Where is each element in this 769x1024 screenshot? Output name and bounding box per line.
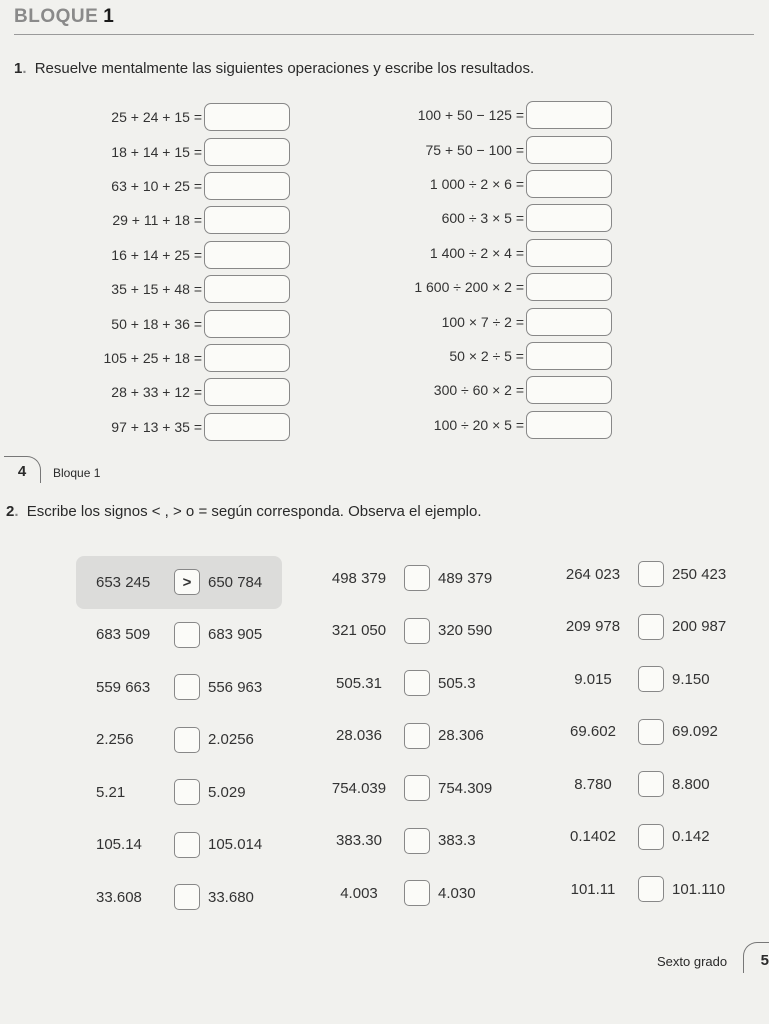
operation-row [380,167,612,201]
answer-box[interactable] [526,170,612,198]
comparison-right-value: 320 590 [438,622,493,640]
comparison-row [318,657,492,710]
comparison-left-value: 105.14 [96,836,142,854]
operation-expression: 600 ÷ 3 × 5 = [441,210,524,227]
comparison-right-value: 250 423 [672,565,727,583]
sign-box[interactable] [174,727,200,753]
sign-box[interactable] [404,775,430,801]
comparison-right-value: 200 987 [672,618,727,636]
comparison-column-1 [76,556,282,924]
comparison-left-value: 33.608 [96,888,142,906]
comparison-left-value: 5.21 [96,783,126,801]
answer-box[interactable] [204,172,290,200]
comparison-left-value: 209 978 [565,618,621,636]
comparison-right-value: 101.110 [672,880,726,898]
answer-box[interactable] [526,239,612,267]
comparison-right-value: 5.029 [208,783,246,801]
comparison-row [76,714,282,767]
answer-box[interactable] [204,138,290,166]
answer-box[interactable] [526,136,612,164]
page-number-right: 5 [743,942,769,973]
operation-row [380,98,612,132]
sign-box[interactable] [174,779,200,805]
comparison-row [76,871,282,924]
answer-box[interactable] [526,376,612,404]
comparison-right-value: 0.142 [672,828,710,846]
comparison-column-3 [552,548,726,916]
comparison-left-value: 498 379 [331,569,387,587]
sign-box[interactable] [174,832,200,858]
operation-expression: 16 + 14 + 25 = [111,246,202,263]
operation-row [380,304,612,338]
comparison-row [318,762,492,815]
sign-box[interactable] [638,771,664,797]
comparison-row [76,819,282,872]
comparison-right-value: 754.309 [438,779,493,797]
answer-box[interactable] [204,241,290,269]
operation-row [70,272,290,306]
operation-expression: 29 + 11 + 18 = [112,212,202,229]
sign-box[interactable] [404,880,430,906]
answer-box[interactable] [204,206,290,234]
exercise-1-instruction [14,60,534,77]
sign-box[interactable] [404,670,430,696]
block-header-word: BLOQUE [14,6,99,27]
comparison-right-value: 69.092 [672,723,718,741]
operation-expression: 18 + 14 + 15 = [111,143,202,160]
operation-row [380,373,612,407]
comparison-row [76,766,282,819]
operation-expression: 97 + 13 + 35 = [111,418,202,435]
sign-box[interactable] [404,828,430,854]
comparison-right-value: 28.306 [438,727,484,745]
sign-box[interactable] [404,565,430,591]
answer-box[interactable] [526,101,612,129]
page-number-left: 4 [4,456,41,483]
comparison-right-value: 650 784 [208,573,263,591]
answer-box[interactable] [204,378,290,406]
sign-box[interactable] [404,723,430,749]
comparison-row [318,605,492,658]
comparison-row [552,706,726,759]
comparison-right-value: 556 963 [208,678,263,696]
answer-box[interactable] [526,273,612,301]
operation-expression: 63 + 10 + 25 = [111,177,202,194]
comparison-row [76,661,282,714]
operation-row [70,306,290,340]
comparison-row [552,811,726,864]
comparison-row [552,758,726,811]
operation-expression: 50 × 2 ÷ 5 = [449,347,524,364]
comparison-left-value: 2.256 [96,731,134,749]
comparison-example-row [76,556,282,609]
page-label-left: Bloque 1 [53,466,101,480]
operation-expression: 300 ÷ 60 × 2 = [433,382,524,399]
comparison-left-value: 0.1402 [570,828,616,846]
answer-box[interactable] [526,308,612,336]
operation-row [380,339,612,373]
sign-box[interactable] [638,719,664,745]
operation-expression: 100 × 7 ÷ 2 = [441,313,524,330]
comparison-right-value: 505.3 [438,674,476,692]
comparison-row [552,653,726,706]
operation-row [70,203,290,237]
comparison-right-value: 489 379 [438,569,493,587]
answer-box[interactable] [526,342,612,370]
comparison-left-value: 28.036 [336,727,382,745]
operation-expression: 105 + 25 + 18 = [103,349,202,366]
sign-box[interactable] [174,622,200,648]
sign-box[interactable] [174,674,200,700]
operation-expression: 1 000 ÷ 2 × 6 = [429,175,524,192]
answer-box[interactable] [526,204,612,232]
comparison-left-value: 69.602 [570,723,616,741]
comparison-right-value: 33.680 [208,888,254,906]
operation-row [380,236,612,270]
comparison-left-value: 505.31 [336,674,382,692]
comparison-left-value: 754.039 [331,779,387,797]
comparison-row [318,867,492,920]
comparison-right-value: 383.3 [438,832,476,850]
comparison-column-2 [318,552,492,920]
operation-row [70,169,290,203]
answer-box[interactable] [204,103,290,131]
comparison-left-value: 321 050 [331,622,387,640]
operation-row [70,100,290,134]
operation-row [380,201,612,235]
answer-box[interactable] [526,411,612,439]
comparison-row [552,863,726,916]
exercise-2-number: 2. [6,503,19,520]
header-divider [14,34,754,35]
exercise-1-text: Resuelve mentalmente las siguientes operaciones y escribe los resultados. [34,60,535,77]
operation-expression: 100 + 50 − 125 = [417,107,524,124]
operation-row [70,341,290,375]
comparison-right-value: 105.014 [208,836,263,854]
operation-expression: 100 ÷ 20 × 5 = [433,416,524,433]
operation-expression: 35 + 15 + 48 = [111,281,202,298]
operation-expression: 1 400 ÷ 2 × 4 = [429,244,524,261]
operation-row [70,375,290,409]
sign-box[interactable]: > [174,569,200,595]
operation-row [70,238,290,272]
sign-box[interactable] [638,824,664,850]
comparison-left-value: 559 663 [96,678,151,696]
sign-box[interactable] [174,884,200,910]
comparison-left-value: 9.015 [574,670,612,688]
operation-row [380,132,612,166]
comparison-right-value: 683 905 [208,626,263,644]
operation-row [70,410,290,444]
comparison-left-value: 264 023 [565,565,621,583]
comparison-row [318,815,492,868]
exercise-1-left-column [70,100,290,444]
operation-expression: 75 + 50 − 100 = [425,141,524,158]
answer-box[interactable] [204,413,290,441]
exercise-2-instruction [6,503,482,520]
comparison-right-value: 4.030 [438,884,476,902]
comparison-right-value: 8.800 [672,775,710,793]
comparison-right-value: 9.150 [672,670,710,688]
answer-box[interactable] [204,310,290,338]
sign-box[interactable] [638,561,664,587]
comparison-row [76,609,282,662]
answer-box[interactable] [204,275,290,303]
sign-box[interactable] [638,876,664,902]
comparison-left-value: 8.780 [574,775,612,793]
operation-expression: 1 600 ÷ 200 × 2 = [414,279,524,296]
sign-box[interactable] [638,614,664,640]
operation-row [380,408,612,442]
operation-expression: 50 + 18 + 36 = [111,315,202,332]
operation-row [70,134,290,168]
exercise-1-number: 1. [14,60,27,77]
operation-expression: 28 + 33 + 12 = [111,384,202,401]
sign-box[interactable] [638,666,664,692]
comparison-row [552,548,726,601]
answer-box[interactable] [204,344,290,372]
exercise-2-text: Escribe los signos < , > o = según corresponda. Observa el ejemplo. [26,503,482,520]
comparison-left-value: 383.30 [336,832,382,850]
comparison-left-value: 4.003 [340,884,378,902]
comparison-row [318,710,492,763]
block-header-number: 1 [103,6,115,27]
operation-expression: 25 + 24 + 15 = [111,109,202,126]
comparison-row [318,552,492,605]
comparison-row [552,601,726,654]
sign-box[interactable] [404,618,430,644]
grade-label: Sexto grado [657,954,728,969]
comparison-right-value: 2.0256 [208,731,254,749]
block-header [14,6,114,28]
comparison-left-value: 683 509 [96,626,151,644]
comparison-left-value: 101.11 [570,880,616,898]
exercise-1-right-column [380,98,612,442]
operation-row [380,270,612,304]
comparison-left-value: 653 245 [96,573,151,591]
